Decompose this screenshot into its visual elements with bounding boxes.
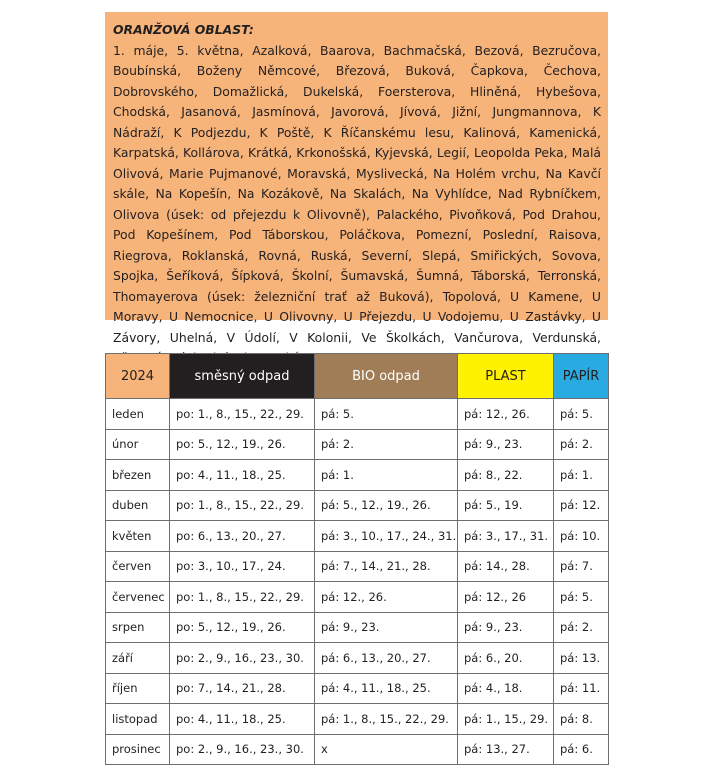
plastic-cell: pá: 4., 18. (458, 673, 554, 704)
paper-cell: pá: 8. (554, 704, 609, 735)
mixed-waste-cell: po: 1., 8., 15., 22., 29. (170, 399, 315, 430)
mixed-waste-cell: po: 4., 11., 18., 25. (170, 460, 315, 491)
plastic-cell: pá: 1., 15., 29. (458, 704, 554, 735)
mixed-waste-cell: po: 7., 14., 21., 28. (170, 673, 315, 704)
bio-waste-cell: pá: 7., 14., 21., 28. (315, 551, 458, 582)
mixed-waste-cell: po: 1., 8., 15., 22., 29. (170, 490, 315, 521)
header-year: 2024 (106, 354, 170, 399)
table-row (106, 429, 609, 460)
bio-waste-cell: pá: 1., 8., 15., 22., 29. (315, 704, 458, 735)
table-row (106, 521, 609, 552)
plastic-cell: pá: 3., 17., 31. (458, 521, 554, 552)
paper-cell: pá: 5. (554, 399, 609, 430)
month-cell: březen (106, 460, 170, 491)
table-body (106, 399, 609, 765)
orange-area-box (105, 12, 608, 345)
mixed-waste-cell: po: 3., 10., 17., 24. (170, 551, 315, 582)
plastic-cell: pá: 8., 22. (458, 460, 554, 491)
area-title: ORANŽOVÁ OBLAST: (113, 22, 254, 37)
paper-cell: pá: 2. (554, 429, 609, 460)
bio-waste-cell: pá: 12., 26. (315, 582, 458, 613)
plastic-cell: pá: 5., 19. (458, 490, 554, 521)
bio-waste-cell: pá: 4., 11., 18., 25. (315, 673, 458, 704)
header-plastic: PLAST (458, 354, 554, 399)
month-cell: prosinec (106, 734, 170, 765)
month-cell: leden (106, 399, 170, 430)
table-header-row (106, 354, 609, 399)
month-cell: červenec (106, 582, 170, 613)
table-row (106, 673, 609, 704)
mixed-waste-cell: po: 4., 11., 18., 25. (170, 704, 315, 735)
mixed-waste-cell: po: 2., 9., 16., 23., 30. (170, 643, 315, 674)
plastic-cell: pá: 12., 26. (458, 399, 554, 430)
paper-cell: pá: 12. (554, 490, 609, 521)
bio-waste-cell: pá: 1. (315, 460, 458, 491)
month-cell: červen (106, 551, 170, 582)
paper-cell: pá: 5. (554, 582, 609, 613)
month-cell: květen (106, 521, 170, 552)
table-row (106, 734, 609, 765)
plastic-cell: pá: 6., 20. (458, 643, 554, 674)
mixed-waste-cell: po: 1., 8., 15., 22., 29. (170, 582, 315, 613)
month-cell: únor (106, 429, 170, 460)
bio-waste-cell: pá: 9., 23. (315, 612, 458, 643)
paper-cell: pá: 6. (554, 734, 609, 765)
table-row (106, 643, 609, 674)
mixed-waste-cell: po: 5., 12., 19., 26. (170, 429, 315, 460)
table-row (106, 399, 609, 430)
paper-cell: pá: 7. (554, 551, 609, 582)
bio-waste-cell: x (315, 734, 458, 765)
plastic-cell: pá: 12., 26 (458, 582, 554, 613)
mixed-waste-cell: po: 5., 12., 19., 26. (170, 612, 315, 643)
table-row (106, 704, 609, 735)
mixed-waste-cell: po: 2., 9., 16., 23., 30. (170, 734, 315, 765)
paper-cell: pá: 2. (554, 612, 609, 643)
plastic-cell: pá: 9., 23. (458, 429, 554, 460)
bio-waste-cell: pá: 5., 12., 19., 26. (315, 490, 458, 521)
area-street-list: 1. máje, 5. května, Azalková, Baarova, Bachmačská, Bezová, Bezručova, Boubínská, Boženy Němcové, Březová, Buková, Čapkova, Čechova, Dobrovského, Domažlická, Dukelská, Foersterova, Hliněná, Hybešova, Chodská, Jasanová, Jasmínová, Javorová, Jívová, Jižní, Jungmannova, K Nádraží, K Podjezdu, K Poště, K Říčanskému lesu, Kalinová, Kamenická, Karpatská, Kollárova, Krátká, Krkonošská, Kyjevská, Legií, Leopolda Peka, Malá Olivová, Marie Pujmanové, Moravská, Myslivecká, Na Holém vrchu, Na Kavčí skále, Na Kopešín, Na Kozákově, Na Skalách, Na Vyhlídce, Nad Rybníčkem, Olivova (úsek: od přejezdu k Olivovně), Palackého, Pivoňková, Pod Drahou, Pod Kopešínem, Pod Táborskou, Poláčkova, Pomezní, Poslední, Raisova, Riegrova, Roklanská, Rovná, Ruská, Severní, Slepá, Smiřických, Sovova, Spojka, Šeříková, Šípková, Školní, Šumavská, Šumná, Táborská, Terronská, Thomayerova (úsek: železniční trať až Buková), Topolová, U Kamene, U Moravy, U Nemocnice, U Olivovny, U Přejezdu, U Vodojemu, U Zastávky, U Závory, Uhelná, V Údolí, V Kolonii, Ve Školkách, Vančurova, Verdunská, (113, 42, 601, 345)
header-paper: PAPÍR (554, 354, 609, 399)
month-cell: září (106, 643, 170, 674)
bio-waste-cell: pá: 2. (315, 429, 458, 460)
bio-waste-cell: pá: 3., 10., 17., 24., 31. (315, 521, 458, 552)
month-cell: listopad (106, 704, 170, 735)
mixed-waste-cell: po: 6., 13., 20., 27. (170, 521, 315, 552)
month-cell: říjen (106, 673, 170, 704)
plastic-cell: pá: 9., 23. (458, 612, 554, 643)
table-row (106, 490, 609, 521)
bio-waste-cell: pá: 6., 13., 20., 27. (315, 643, 458, 674)
table-row (106, 551, 609, 582)
table-row (106, 612, 609, 643)
table-row (106, 460, 609, 491)
month-cell: srpen (106, 612, 170, 643)
bio-waste-cell: pá: 5. (315, 399, 458, 430)
paper-cell: pá: 13. (554, 643, 609, 674)
plastic-cell: pá: 13., 27. (458, 734, 554, 765)
collection-schedule-table (105, 353, 609, 765)
month-cell: duben (106, 490, 170, 521)
paper-cell: pá: 10. (554, 521, 609, 552)
header-mixed-waste: směsný odpad (170, 354, 315, 399)
table-row (106, 582, 609, 613)
header-bio-waste: BIO odpad (315, 354, 458, 399)
paper-cell: pá: 11. (554, 673, 609, 704)
plastic-cell: pá: 14., 28. (458, 551, 554, 582)
paper-cell: pá: 1. (554, 460, 609, 491)
